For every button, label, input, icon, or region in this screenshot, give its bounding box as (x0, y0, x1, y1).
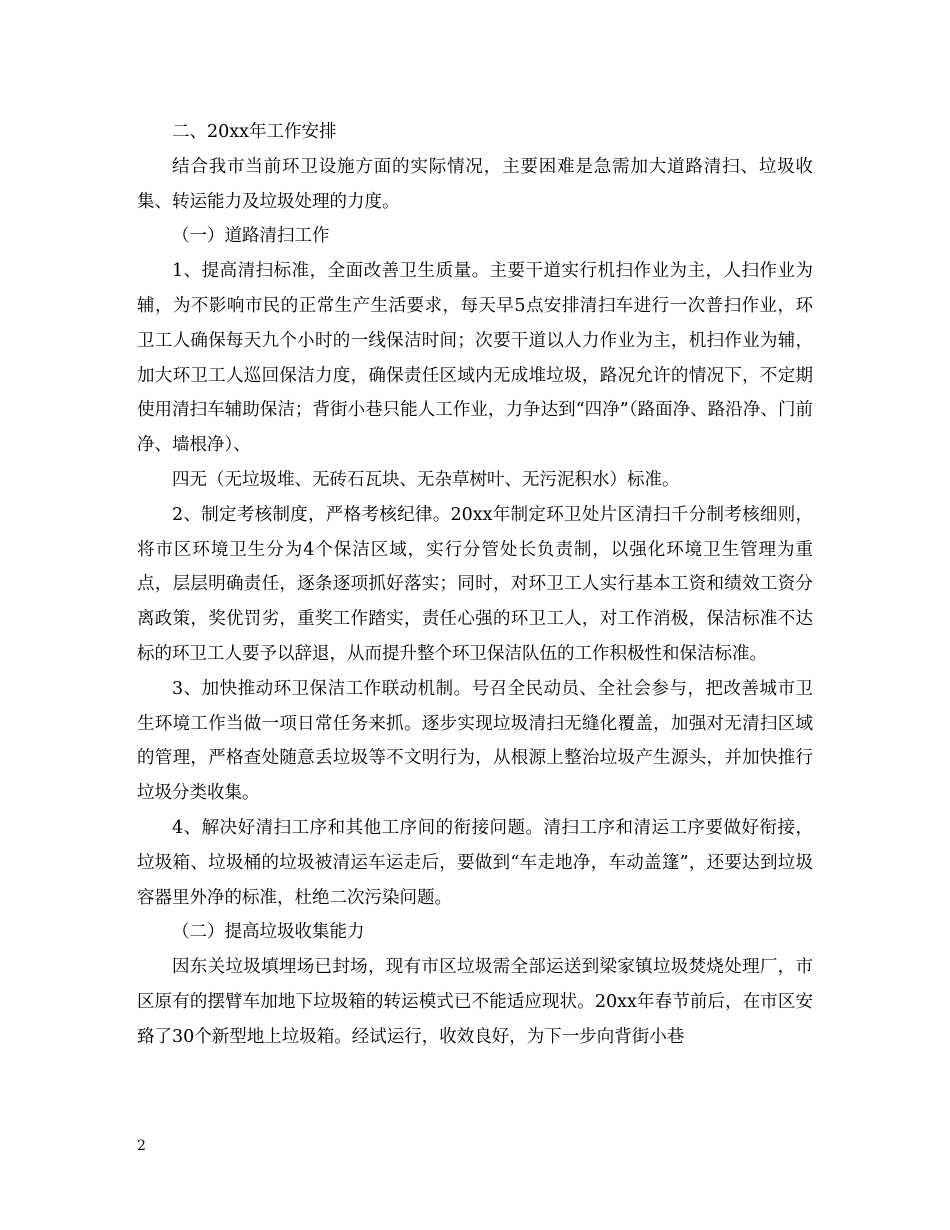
section-heading: 二、20xx年工作安排 (172, 122, 337, 142)
paragraph: 2、制定考核制度，严格考核纪律。20xx年制定环卫处片区清扫千分制考核细则，将市区环境卫生分为4个保洁区域，实行分管处长负责制，以强化环境卫生管理为重点，层层明确责任，逐条逐项抓好落实；同时，对环卫工人实行基本工资和绩效工资分离政策，奖优罚劣，重奖工作踏实，责任心强的环卫工人，对工作消极，保洁标准不达标的环卫工人要予以辞退，从而提升整个环卫保洁队伍的工作积极性和保洁标准。 (137, 504, 813, 664)
document-body (137, 115, 813, 1055)
page-number: 2 (137, 1138, 146, 1154)
subsection-heading: （二）提高垃圾收集能力 (172, 922, 365, 943)
paragraph: 1、提高清扫标准，全面改善卫生质量。主要干道实行机扫作业为主，人扫作业为辅，为不影响市民的正常生产生活要求，每天早5点安排清扫车进行一次普扫作业，环卫工人确保每天九个小时的一线保洁时间；次要干道以人力作业为主，机扫作业为辅，加大环卫工人巡回保洁力度，确保责任区域内无成堆垃圾，路况允许的情况下，不定期使用清扫车辅助保洁；背街小巷只能人工作业，力争达到“四净”（路面净、路沿净、门前净、墙根净）、 (137, 261, 813, 456)
paragraph: 四无（无垃圾堆、无砖石瓦块、无杂草树叶、无污泥积水）标准。 (172, 469, 680, 490)
paragraph: 结合我市当前环卫设施方面的实际情况，主要困难是急需加大道路清扫、垃圾收集、转运能力及垃圾处理的力度。 (137, 156, 813, 212)
paragraph: 3、加快推动环卫保洁工作联动机制。号召全民动员、全社会参与，把改善城市卫生环境工作当做一项日常任务来抓。逐步实现垃圾清扫无缝化覆盖，加强对无清扫区域的管理，严格查处随意丢垃圾等不文明行为，从根源上整治垃圾产生源头，并加快推行垃圾分类收集。 (137, 678, 813, 804)
paragraph: 因东关垃圾填埋场已封场，现有市区垃圾需全部运送到梁家镇垃圾焚烧处理厂，市区原有的摆臂车加地下垃圾箱的转运模式已不能适应现状。20xx年春节前后，在市区安臵了30个新型地上垃圾箱。经试运行，收效良好，为下一步向背街小巷 (137, 957, 813, 1047)
subsection-heading: （一）道路清扫工作 (172, 226, 330, 247)
paragraph: 4、解决好清扫工序和其他工序间的衔接问题。清扫工序和清运工序要做好衔接，垃圾箱、垃圾桶的垃圾被清运车运走后，要做到“车走地净，车动盖篷”，还要达到垃圾容器里外净的标准，杜绝二次污染问题。 (137, 817, 813, 908)
